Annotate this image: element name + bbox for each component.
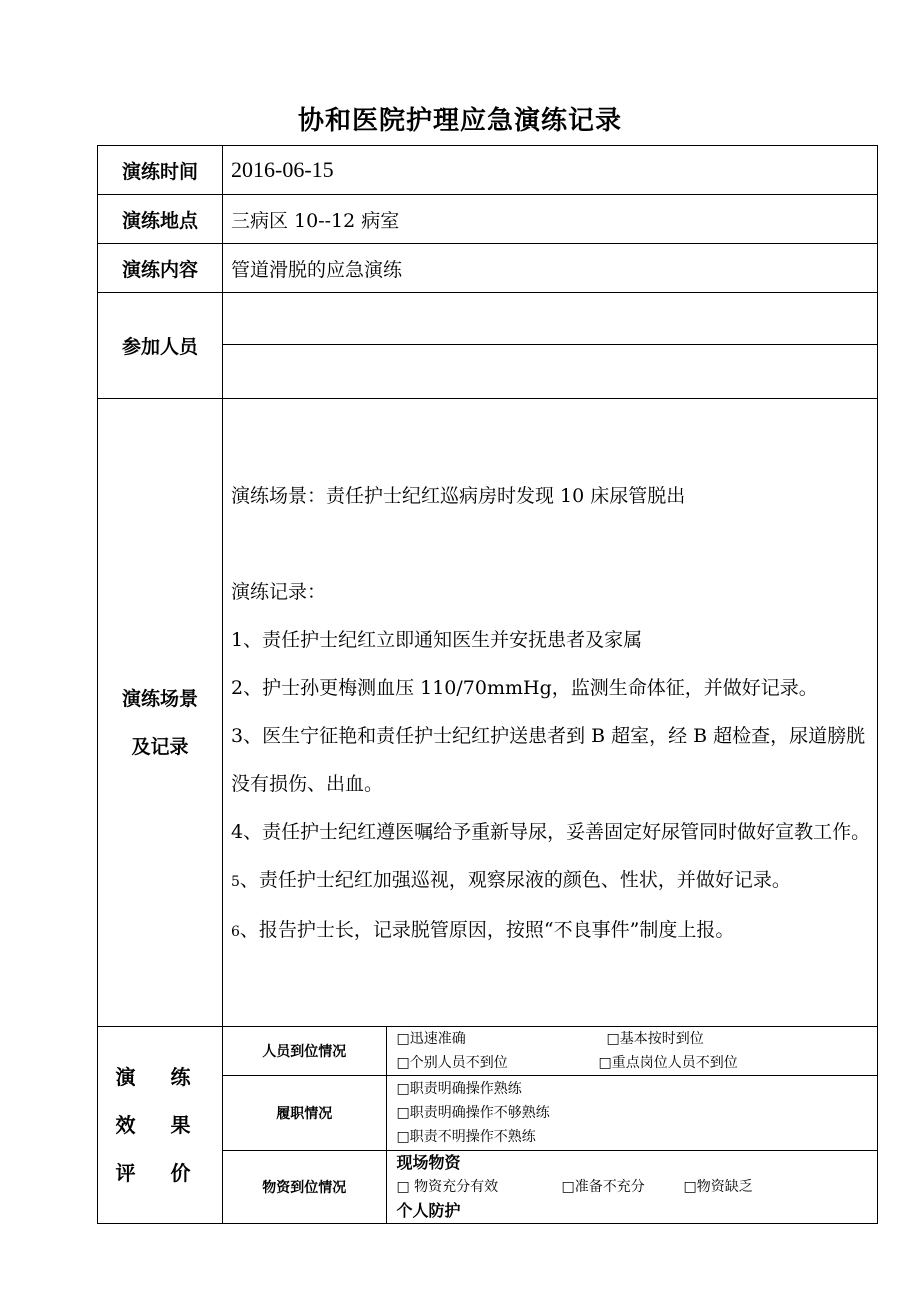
option-some-absent[interactable]: □个别人员不到位 [396,1055,508,1071]
record-item-5-number: 5 [231,874,240,890]
option-supplies-insufficient[interactable]: □准备不充分 [561,1179,645,1195]
scene-content [223,399,878,1027]
participants-cell [223,293,878,399]
supplies-heading-onsite: 现场物资 [396,1153,461,1172]
row-content [98,244,878,293]
option-duty-clear-unskilled[interactable]: □职责明确操作不够熟练 [396,1105,550,1121]
record-heading: 演练记录： [231,581,327,603]
label-evaluation-line-2: 效 果 [115,1113,205,1137]
option-basically-on-time[interactable]: □基本按时到位 [606,1031,704,1047]
scene-text: 演练场景：责任护士纪红巡病房时发现 10 床尿管脱出 [231,485,686,507]
row-place [98,195,878,244]
record-item-5 [231,856,871,906]
row-scene [98,399,878,1027]
option-duty-clear-skilled[interactable]: □职责明确操作熟练 [396,1081,522,1097]
record-item-4: 4、责任护士纪红遵医嘱给予重新导尿，妥善固定好尿管同时做好宣教工作。 [231,821,871,843]
document-title: 协和医院护理应急演练记录 [297,106,622,136]
option-key-staff-absent[interactable]: □重点岗位人员不到位 [598,1055,738,1071]
row-participants [98,293,878,399]
label-participants: 参加人员 [98,293,223,399]
label-duty: 履职情况 [223,1076,386,1151]
label-scene-line-1: 演练场景 [121,687,198,710]
option-quick-accurate[interactable]: □迅速准确 [396,1031,466,1047]
label-personnel: 人员到位情况 [223,1027,386,1076]
personnel-options [386,1027,878,1076]
supplies-heading-protection: 个人防护 [396,1201,461,1220]
label-evaluation [98,1027,223,1224]
label-place: 演练地点 [98,195,223,244]
record-item-5-text: 、责任护士纪红加强巡视，观察尿液的颜色、性状，并做好记录。 [239,869,791,891]
evaluation-table [223,1027,878,1223]
label-scene [98,399,223,1027]
label-evaluation-line-3: 评 价 [115,1161,205,1185]
row-time [98,146,878,195]
option-supplies-lacking[interactable]: □物资缺乏 [683,1179,753,1195]
label-supplies: 物资到位情况 [223,1151,386,1224]
eval-row-supplies [223,1151,878,1224]
value-place: 三病区 10--12 病室 [223,195,878,244]
record-item-6-number: 6 [231,924,240,940]
duty-options [386,1076,878,1151]
participants-line-2 [223,345,877,398]
record-item-3: 3、医生宁征艳和责任护士纪红护送患者到 B 超室，经 B 超检查，尿道膀胱没有损伤、出血。 [231,725,866,795]
record-item-6 [231,906,871,956]
label-scene-line-2: 及记录 [131,735,189,758]
label-time: 演练时间 [98,146,223,195]
option-duty-unclear-unskilled[interactable]: □职责不明操作不熟练 [396,1129,536,1145]
label-content: 演练内容 [98,244,223,293]
value-time: 2016-06-15 [223,146,878,195]
record-item-6-text: 、报告护士长，记录脱管原因，按照“不良事件”制度上报。 [239,919,735,941]
record-item-2: 2、护士孙更梅测血压 110/70mmHg，监测生命体征，并做好记录。 [231,677,818,699]
supplies-options [386,1151,878,1224]
participants-line-1 [223,293,877,345]
row-evaluation [98,1027,878,1224]
eval-row-duty [223,1076,878,1151]
record-item-1: 1、责任护士纪红立即通知医生并安抚患者及家属 [231,629,643,651]
label-evaluation-line-1: 演 练 [115,1065,205,1089]
drill-record-table [97,145,878,1224]
value-content: 管道滑脱的应急演练 [223,244,878,293]
eval-row-personnel [223,1027,878,1076]
option-supplies-sufficient[interactable]: □ 物资充分有效 [396,1179,499,1195]
evaluation-cell [223,1027,878,1224]
